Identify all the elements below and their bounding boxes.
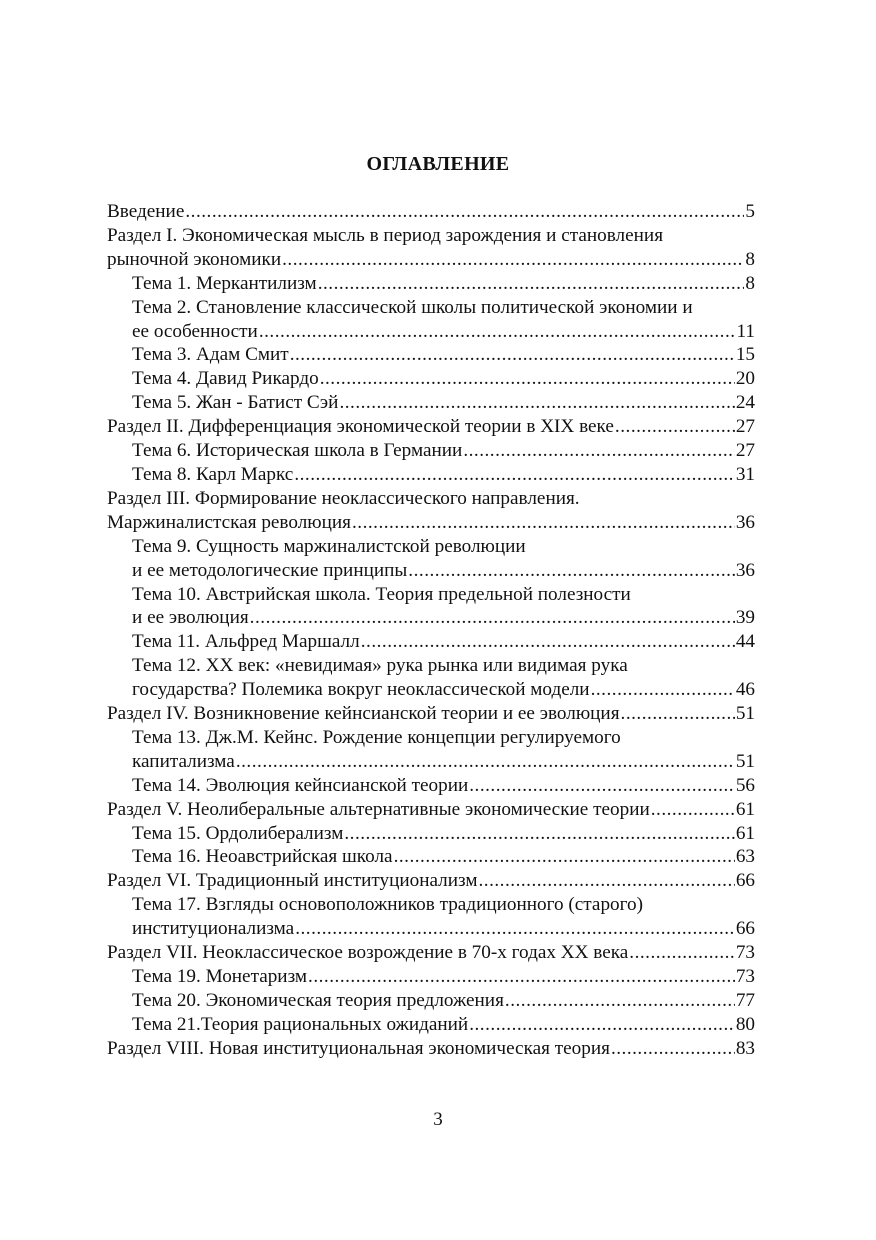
toc-page-number: 51	[735, 750, 755, 772]
toc-page-number: 20	[735, 368, 755, 390]
page-number: 3	[433, 1109, 443, 1130]
toc-entry-title: Тема 4. Давид Рикардо	[132, 368, 319, 390]
leader-dots	[352, 511, 735, 535]
toc-entry-title: Тема 5. Жан - Батист Сэй	[132, 392, 339, 414]
toc-page-number: 63	[735, 846, 755, 868]
toc-entry-title: Тема 3. Адам Смит	[132, 344, 289, 366]
toc-entry-title: Раздел VIII. Новая институциональная экономическая теория	[107, 1037, 610, 1059]
toc-entry-title: Тема 21.Теория рациональных ожиданий	[132, 1013, 469, 1035]
toc-entry-title: Раздел II. Дифференциация экономической теории в XIX веке	[107, 416, 614, 438]
toc-entry-title-line: Раздел III. Формирование неоклассического направления.	[107, 487, 580, 509]
leader-dots	[250, 606, 735, 630]
toc-entry-title: рыночной экономики	[107, 248, 282, 270]
toc-page-number: 56	[735, 774, 755, 796]
leader-dots	[294, 463, 734, 487]
toc-entry-section-7[interactable]	[107, 941, 755, 965]
toc-page-number: 39	[735, 607, 755, 629]
leader-dots	[361, 630, 735, 654]
toc-entry-topic-20[interactable]	[107, 989, 755, 1013]
toc-page-number: 44	[735, 631, 755, 653]
toc-page-number: 80	[735, 1013, 755, 1035]
leader-dots	[339, 391, 734, 415]
toc-page-number: 51	[735, 703, 755, 725]
toc-page-number: 8	[745, 248, 755, 270]
leader-dots	[185, 200, 744, 224]
toc-page-number: 77	[735, 989, 755, 1011]
leader-dots	[236, 750, 735, 774]
toc-page-number: 11	[736, 320, 755, 342]
toc-page-number: 73	[735, 966, 755, 987]
toc-entry-title: институционализма	[132, 918, 295, 940]
toc-entry-topic-15[interactable]	[107, 822, 755, 846]
toc-entry-title: Маржиналистская революция	[107, 511, 351, 533]
leader-dots	[615, 415, 735, 439]
toc-entry-topic-9[interactable]	[107, 559, 755, 583]
leader-dots	[295, 917, 735, 941]
toc-page-number: 83	[735, 1037, 755, 1059]
toc-page-number: 73	[735, 942, 755, 964]
toc-entry-topic-21[interactable]	[107, 1013, 755, 1037]
toc-entry-title: Тема 1. Меркантилизм	[132, 272, 317, 294]
toc-entry-section-5[interactable]	[107, 798, 755, 822]
leader-dots	[318, 272, 745, 296]
toc-entry-title-line: Тема 10. Австрийская школа. Теория предельной полезности	[132, 583, 631, 605]
page-title: ОГЛАВЛЕНИЕ	[366, 153, 510, 175]
leader-dots	[308, 965, 735, 989]
toc-entry-title-line: Тема 9. Сущность маржиналистской революции	[132, 535, 526, 557]
toc-entry-title-line: Тема 13. Дж.М. Кейнс. Рождение концепции регулируемого	[132, 726, 621, 748]
toc-entry-title: Тема 8. Карл Маркс	[132, 463, 294, 485]
toc-entry-title: ее особенности	[132, 320, 258, 342]
toc-entry-title: Введение	[107, 201, 185, 222]
toc-entry-section-8[interactable]	[107, 1037, 755, 1061]
toc-entry-section-2[interactable]	[107, 415, 755, 439]
toc-entry-topic-3[interactable]	[107, 343, 755, 367]
toc-entry-topic-19[interactable]	[107, 965, 755, 989]
toc-entry-title: Тема 16. Неоавстрийская школа	[132, 846, 393, 868]
toc-entry-topic-17[interactable]	[107, 917, 755, 941]
toc-entry-title: Тема 11. Альфред Маршалл	[132, 631, 360, 653]
toc-entry-title-line: Тема 17. Взгляды основоположников традиционного (старого)	[132, 894, 644, 916]
toc-entry-title-line: Раздел I. Экономическая мысль в период зарождения и становления	[107, 224, 664, 246]
leader-dots	[282, 248, 744, 272]
toc-entry-topic-11[interactable]	[107, 630, 755, 654]
leader-dots	[469, 774, 735, 798]
toc-entry-section-3[interactable]	[107, 511, 755, 535]
toc-entry-topic-1[interactable]	[107, 272, 755, 296]
toc-entry-title: Раздел VI. Традиционный институционализм	[107, 870, 478, 892]
toc-page-number: 15	[735, 344, 755, 366]
leader-dots	[651, 798, 735, 822]
toc-entry-topic-2[interactable]	[107, 320, 755, 344]
toc-entry-title: Тема 15. Ордолиберализм	[132, 822, 344, 844]
toc-entry-topic-12[interactable]	[107, 678, 755, 702]
leader-dots	[469, 1013, 735, 1037]
toc-entry-title-line: Тема 2. Становление классической школы политической экономии и	[132, 296, 693, 318]
toc-entry-title: и ее методологические принципы	[132, 559, 408, 581]
toc-page-number: 61	[735, 798, 755, 820]
toc-page-number: 5	[745, 201, 755, 222]
toc-entry-title: Раздел VII. Неоклассическое возрождение в 70-х годах XX века	[107, 942, 629, 964]
toc-entry-topic-16[interactable]	[107, 845, 755, 869]
toc-entry-title: капитализма	[132, 750, 235, 772]
toc-page-number: 8	[745, 272, 755, 294]
leader-dots	[290, 343, 735, 367]
leader-dots	[394, 845, 735, 869]
leader-dots	[591, 678, 735, 702]
toc-entry-topic-13[interactable]	[107, 750, 755, 774]
toc-page-number: 31	[735, 463, 755, 485]
toc-page-number: 61	[735, 822, 755, 844]
toc-page-number: 27	[735, 440, 755, 462]
toc-page-number: 36	[735, 559, 755, 581]
toc-entry-section-4[interactable]	[107, 702, 755, 726]
toc-entry-topic-14[interactable]	[107, 774, 755, 798]
leader-dots	[505, 989, 735, 1013]
toc-entry-section-1[interactable]	[107, 248, 755, 272]
toc-page-number: 46	[735, 679, 755, 701]
leader-dots	[344, 822, 734, 846]
toc-entry-title: Тема 6. Историческая школа в Германии	[132, 440, 463, 462]
toc-page-number: 36	[735, 511, 755, 533]
table-of-contents	[107, 200, 755, 1061]
toc-entry-title: Раздел IV. Возникновение кейнсианской теории и ее эволюция	[107, 703, 620, 725]
leader-dots	[463, 439, 735, 463]
toc-entry-title: государства? Полемика вокруг неоклассической модели	[132, 679, 590, 701]
toc-page-number: 27	[735, 416, 755, 438]
toc-page-number: 66	[735, 870, 755, 892]
toc-entry-title: Тема 19. Монетаризм	[132, 966, 308, 987]
leader-dots	[320, 367, 735, 391]
toc-entry-topic-6[interactable]	[107, 439, 755, 463]
toc-entry-topic-4[interactable]	[107, 367, 755, 391]
leader-dots	[621, 702, 735, 726]
leader-dots	[629, 941, 735, 965]
toc-entry-topic-10[interactable]	[107, 606, 755, 630]
toc-entry-title: Раздел V. Неолиберальные альтернативные экономические теории	[107, 798, 650, 820]
toc-entry-section-6[interactable]	[107, 869, 755, 893]
toc-page-number: 66	[735, 918, 755, 940]
toc-entry-title: Тема 14. Эволюция кейнсианской теории	[132, 774, 469, 796]
leader-dots	[259, 320, 736, 344]
leader-dots	[408, 559, 735, 583]
toc-entry-topic-8[interactable]	[107, 463, 755, 487]
toc-entry-title-line: Тема 12. XX век: «невидимая» рука рынка или видимая рука	[132, 655, 628, 677]
toc-page-number: 24	[735, 392, 755, 414]
toc-entry-title: Тема 20. Экономическая теория предложения	[132, 989, 504, 1011]
toc-entry-introduction[interactable]	[107, 200, 755, 224]
toc-entry-title: и ее эволюция	[132, 607, 249, 629]
leader-dots	[611, 1037, 735, 1061]
leader-dots	[478, 869, 734, 893]
toc-entry-topic-5[interactable]	[107, 391, 755, 415]
